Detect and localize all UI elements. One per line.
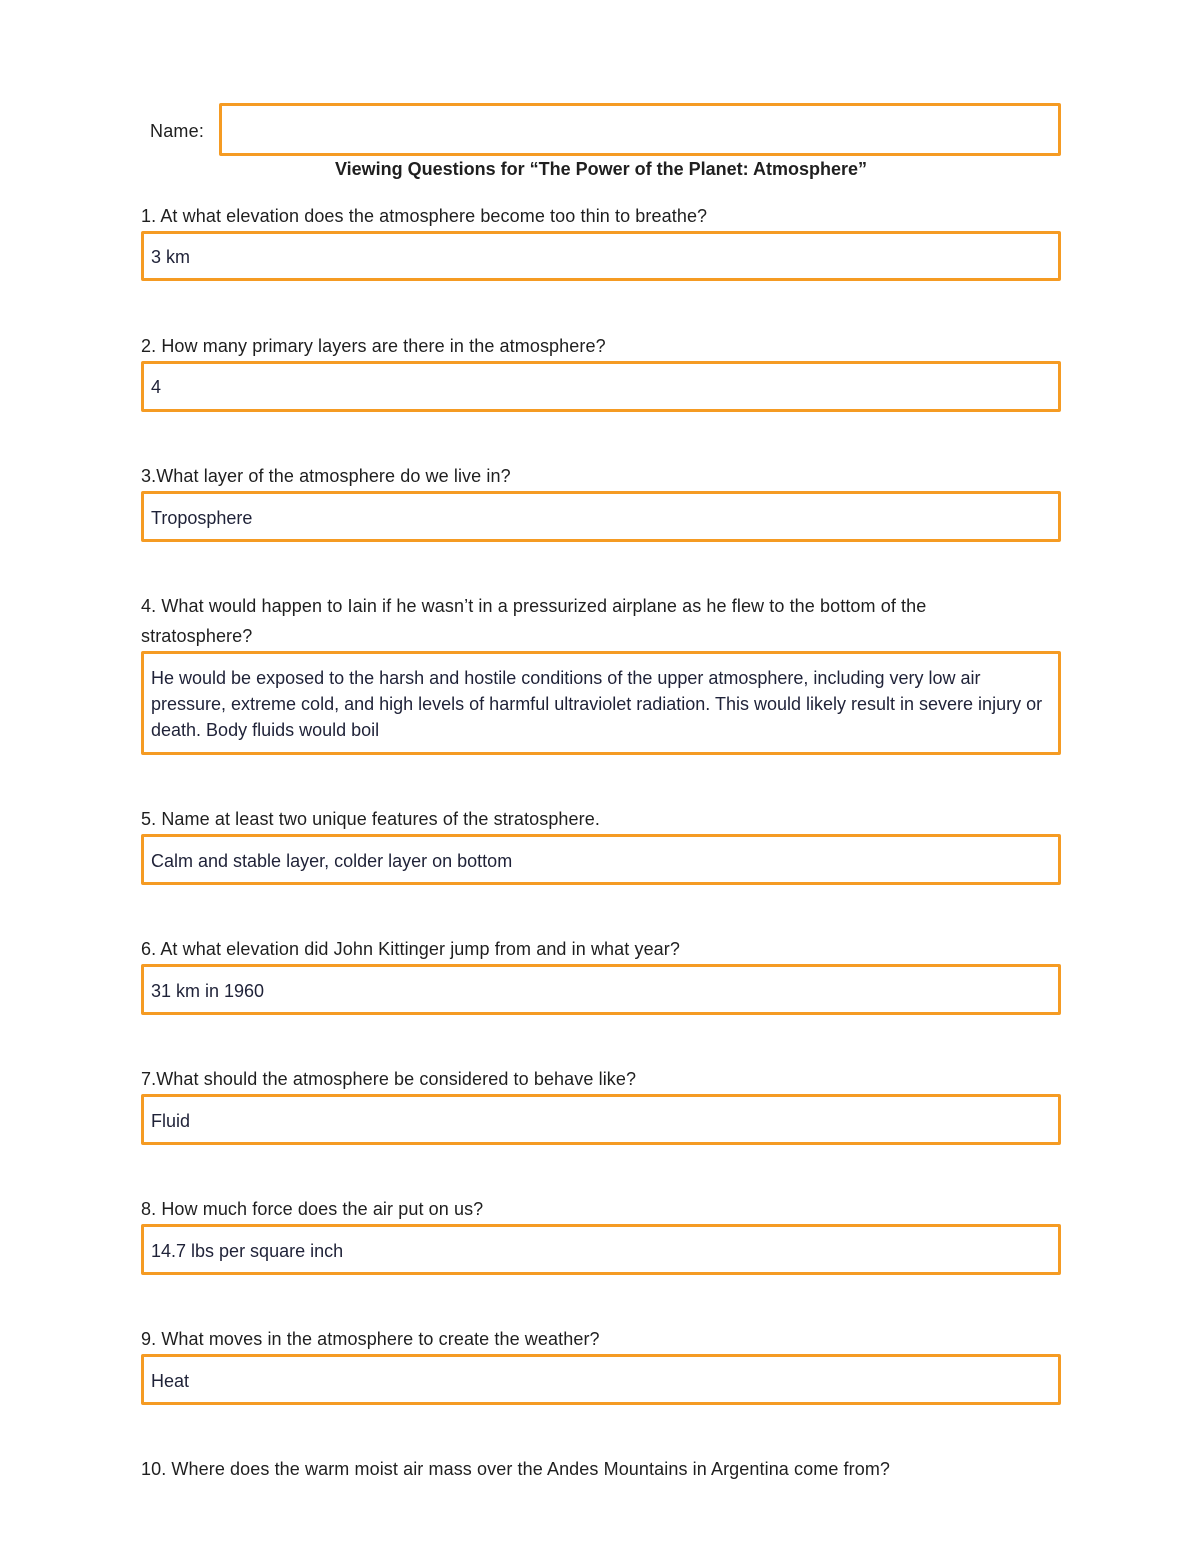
worksheet-title: Viewing Questions for “The Power of the Planet: Atmosphere” <box>334 159 868 179</box>
answer-text-3: Troposphere <box>151 508 253 528</box>
name-label: Name: <box>150 121 205 141</box>
question-2: 2. How many primary layers are there in the atmosphere? <box>141 336 606 356</box>
question-4: 4. What would happen to Iain if he wasn’t in a pressurized airplane as he flew to the bottom of the stratosphere? <box>141 596 927 646</box>
question-8: 8. How much force does the air put on us? <box>141 1199 484 1219</box>
question-3: 3.What layer of the atmosphere do we live in? <box>141 466 511 486</box>
question-10: 10. Where does the warm moist air mass over the Andes Mountains in Argentina come from? <box>141 1459 891 1479</box>
name-field[interactable] <box>219 103 1061 156</box>
answer-text-2: 4 <box>151 377 162 397</box>
answer-text-1: 3 km <box>151 247 191 267</box>
question-7: 7.What should the atmosphere be considered to behave like? <box>141 1069 637 1089</box>
answer-text-4: He would be exposed to the harsh and hostile conditions of the upper atmosphere, including very low air pressure, extreme cold, and high levels of harmful ultraviolet radiation. This would likely result in severe injury or death. Body fluids would boil <box>151 668 1043 740</box>
question-9: 9. What moves in the atmosphere to create the weather? <box>141 1329 600 1349</box>
answer-text-6: 31 km in 1960 <box>151 981 265 1001</box>
answer-text-5: Calm and stable layer, colder layer on bottom <box>151 851 513 871</box>
question-1: 1. At what elevation does the atmosphere become too thin to breathe? <box>141 206 708 226</box>
question-5: 5. Name at least two unique features of the stratosphere. <box>141 809 600 829</box>
answer-text-8: 14.7 lbs per square inch <box>151 1241 344 1261</box>
answer-text-9: Heat <box>151 1371 190 1391</box>
question-6: 6. At what elevation did John Kittinger jump from and in what year? <box>141 939 681 959</box>
answer-text-7: Fluid <box>151 1111 191 1131</box>
